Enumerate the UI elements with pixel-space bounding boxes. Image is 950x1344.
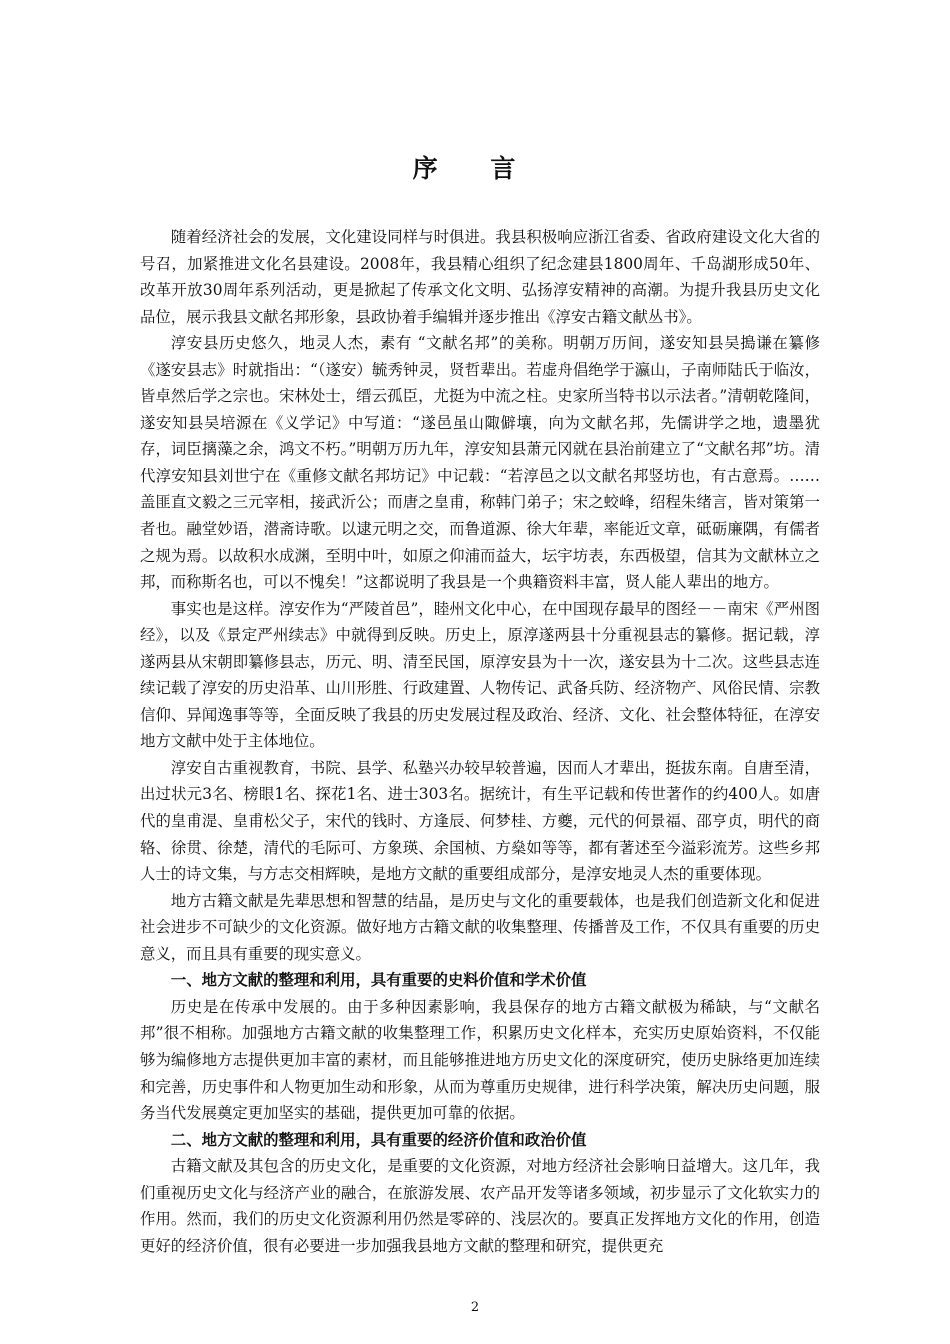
page-number: 2 (470, 1300, 480, 1315)
body-paragraph: 地方古籍文献是先辈思想和智慧的结晶，是历史与文化的重要载体，也是我们创造新文化和促进社会进步不可缺少的文化资源。做好地方古籍文献的收集整理、传播普及工作，不仅具有重要的历史意义，而且具有重要的现实意义。 (140, 891, 820, 963)
body-paragraph: 淳安县历史悠久，地灵人杰，素有 “文献名邦”的美称。明朝万历间，遂安知县吴搗谦在纂修《遂安县志》时就指出：“（遂安）毓秀钟灵，贤哲辈出。若虚舟倡绝学于瀛山，子南师陆氏于临汝，皆卓然后学之宗也。宋林处士，缙云孤臣，尤挺为中流之柱。史家所当特书以示法者。”清朝乾隆间，遂安知县吴培源在《义学记》中写道：“遂邑虽山陬僻壤，向为文献名邦，先儒讲学之地，遗墨犹存，词臣摛藻之余，鸿文不朽。”明朝万历九年，淳安知县萧元冈就在县治前建立了“文献名邦”坊。清代淳安知县刘世宁在《重修文献名邦坊记》中记载：“若淳邑之以文献名邦竖坊也，有古意焉。……盖匪直文毅之三元宰相，接武沂公；而唐之皇甫，称韩门弟子；宋之蛟峰，绍程朱绪言，皆对策第一者也。融堂妙语，潜斋诗歌。以逮元明之交，而鲁道源、徐大年辈，率能近文章，砥砺廉隅，有儒者之规为焉。以故积水成渊，至明中叶，如原之仰浦而益大，坛宇坊表，东西极望，信其为文献林立之邦，而称斯名也，可以不愧矣！”这都说明了我县是一个典籍资料丰富，贤人能人辈出的地方。 (140, 334, 820, 592)
body-paragraph: 历史是在传承中发展的。由于多种因素影响，我县保存的地方古籍文献极为稀缺，与“文献名邦”很不相称。加强地方古籍文献的收集整理工作，积累历史文化样本，充实历史原始资料，不仅能够为编修地方志提供更加丰富的素材，而且能够推进地方历史文化的深度研究，使历史脉络更加连续和完善，历史事件和人物更加生动和形象，从而为尊重历史规律，进行科学决策，解决历史问题，服务当代发展奠定更加坚实的基础，提供更加可靠的依据。 (140, 997, 820, 1123)
body-paragraph: 淳安自古重视教育，书院、县学、私塾兴办较早较普遍，因而人才辈出，挺拔东南。自唐至清，出过状元3名、榜眼1名、探花1名、进士303名。据统计，有生平记载和传世著作的约400人。如唐代的皇甫湜、皇甫松父子，宋代的钱时、方逢辰、何梦桂、方夔，元代的何景福、邵亨贞，明代的商辂、徐贯、徐楚，清代的毛际可、方象瑛、余国桢、方燊如等等，都有著述至今溢彩流芳。这些乡邦人士的诗文集，与方志交相辉映，是地方文献的重要组成部分，是淳安地灵人杰的重要体现。 (140, 758, 820, 884)
section-heading: 一、地方文献的整理和利用，具有重要的史料价值和学术价值 (170, 971, 587, 990)
page-title: 序 言 (412, 154, 538, 183)
section-heading: 二、地方文献的整理和利用，具有重要的经济价值和政治价值 (170, 1130, 587, 1149)
body-paragraph: 古籍文献及其包含的历史文化，是重要的文化资源，对地方经济社会影响日益增大。这几年，我们重视历史文化与经济产业的融合，在旅游发展、农产品开发等诸多领域，初步显示了文化软实力的作用。然而，我们的历史文化资源利用仍然是零碎的、浅层次的。要真正发挥地方文化的作用，创造更好的经济价值，很有必要进一步加强我县地方文献的整理和研究，提供更充 (140, 1157, 820, 1255)
document-body (140, 224, 820, 1259)
body-paragraph: 随着经济社会的发展，文化建设同样与时俱进。我县积极响应浙江省委、省政府建设文化大省的号召，加紧推进文化名县建设。2008年，我县精心组织了纪念建县1800周年、千岛湖形成50年、改革开放30周年系列活动，更是掀起了传承文化文明、弘扬淳安精神的高潮。为提升我县历史文化品位，展示我县文献名邦形象，县政协着手编辑并逐步推出《淳安古籍文献丛书》。 (140, 228, 820, 326)
body-paragraph: 事实也是这样。淳安作为“严陵首邑”，睦州文化中心，在中国现存最早的图经－－南宋《严州图经》，以及《景定严州续志》中就得到反映。历史上，原淳遂两县十分重视县志的纂修。据记载，淳遂两县从宋朝即纂修县志，历元、明、清至民国，原淳安县为十一次，遂安县为十二次。这些县志连续记载了淳安的历史沿革、山川形胜、行政建置、人物传记、武备兵防、经济物产、风俗民情、宗教信仰、异闻逸事等等，全面反映了我县的历史发展过程及政治、经济、文化、社会整体特征，在淳安地方文献中处于主体地位。 (140, 599, 820, 751)
